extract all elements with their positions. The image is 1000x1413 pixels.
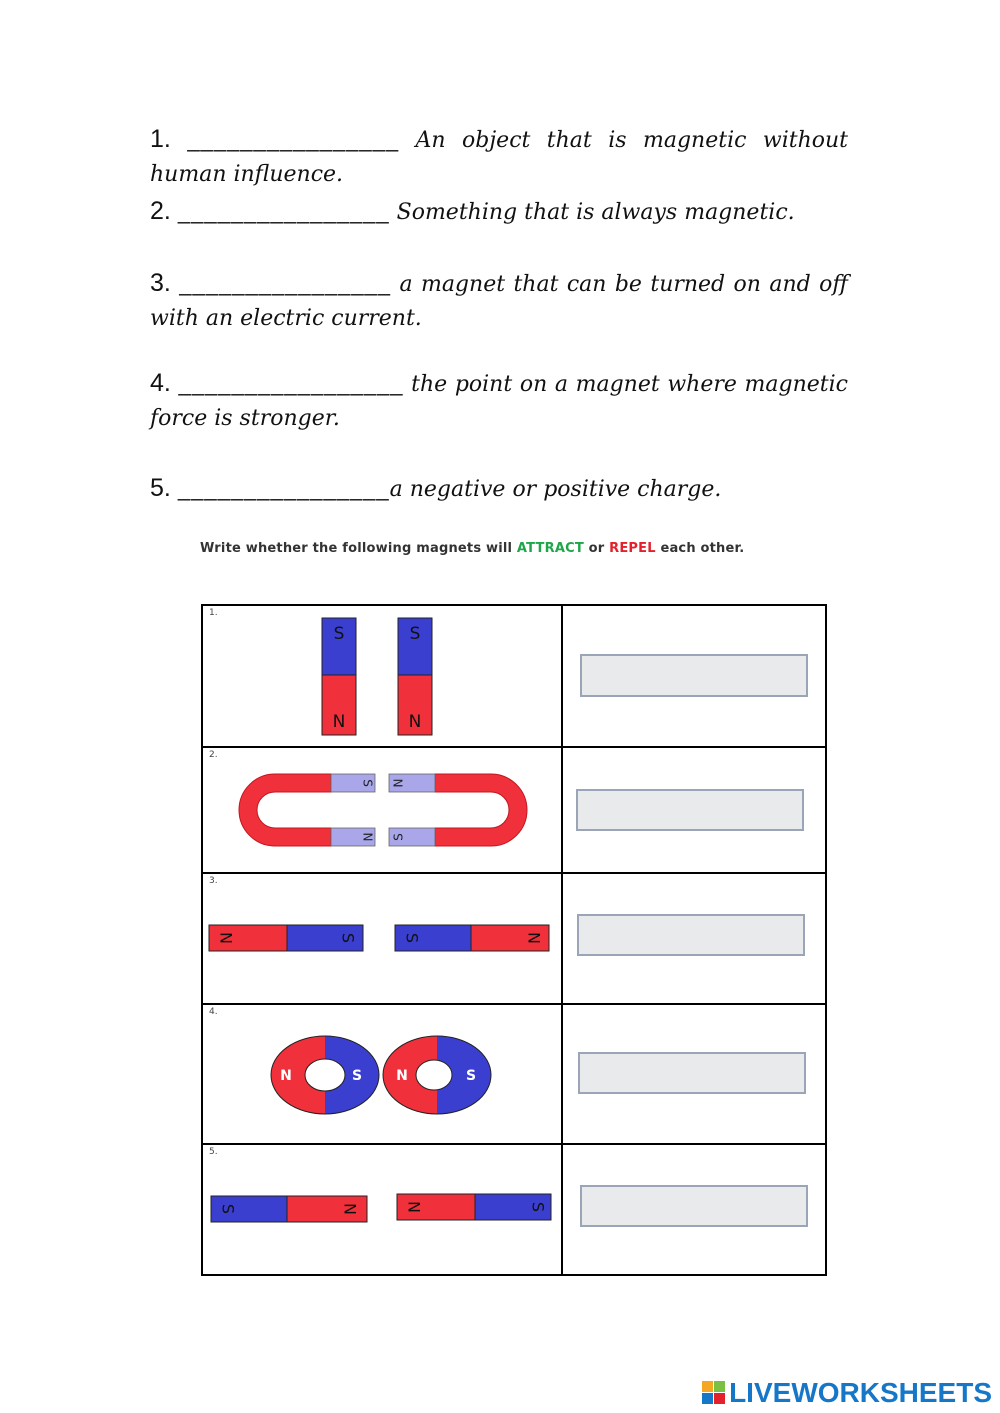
magnet-picture-cell [202,1144,562,1275]
table-row [202,605,826,747]
row-number: 2. [209,750,218,760]
pole-label-s: S [402,932,422,944]
horseshoe-magnet-left [239,774,375,846]
bar-magnet-right [397,1194,551,1220]
question-2 [150,194,848,230]
answer-input[interactable] [578,1052,806,1094]
bar-magnet-right [395,925,549,951]
pole-label-s: S [351,1068,363,1084]
question-number: 3. [150,269,171,297]
answer-input[interactable] [576,789,804,831]
question-text: An object that is magnetic without human influence. [150,128,849,187]
instruction-or: or [588,541,605,556]
horizontal-bar-magnets-2 [203,1145,561,1274]
question-4 [150,366,848,436]
pole-label-s: S [409,624,421,644]
pole-label-s: S [528,1201,548,1213]
instruction-text: Write whether the following magnets will [200,541,513,556]
bar-magnet-left [209,925,363,951]
bar-magnet-left [211,1196,367,1222]
pole-label-s: S [333,624,345,644]
bar-magnet-right [398,618,432,735]
pole-label-s: S [338,932,358,944]
pole-label-n: N [332,712,346,732]
horseshoe-magnets [203,748,561,872]
question-3 [150,266,848,336]
pole-label-s: S [218,1203,238,1215]
question-number: 4. [150,369,171,397]
answer-input[interactable] [580,654,808,697]
pole-label-n: N [360,832,375,842]
repel-word: REPEL [609,541,656,556]
ring-magnet-right [383,1036,491,1114]
question-text: the point on a magnet where magnetic force is stronger. [150,372,848,431]
pole-label-n: N [280,1068,292,1084]
table-row [202,747,826,873]
answer-cell [562,747,826,873]
magnet-table [201,604,827,1276]
magnet-picture-cell [202,747,562,873]
attract-word: ATTRACT [516,541,584,556]
pole-label-n: N [391,778,406,788]
answer-blank[interactable]: ________________ [179,271,392,296]
pole-label-s: S [360,779,375,787]
answer-blank[interactable]: _________________ [178,371,404,396]
question-text: Something that is always magnetic. [396,200,795,225]
pole-label-n: N [396,1068,408,1084]
question-text: a negative or positive charge. [389,477,722,502]
vertical-bar-magnets [203,606,561,746]
pole-label-n: N [524,932,544,944]
instruction-after: each other. [660,541,745,556]
row-number: 4. [209,1007,218,1017]
pole-label-n: N [340,1203,360,1215]
row-number: 1. [209,608,218,618]
answer-cell [562,873,826,1004]
liveworksheets-logo [701,1377,992,1409]
row-number: 5. [209,1147,218,1157]
pole-label-n: N [216,932,236,944]
question-1 [150,122,848,192]
pole-label-s: S [391,833,406,841]
answer-input[interactable] [577,914,805,956]
table-row [202,1004,826,1144]
horizontal-bar-magnets-1 [203,874,561,1003]
pole-label-n: N [404,1201,424,1213]
question-number: 2. [150,197,171,225]
bar-magnet-left [322,618,356,735]
answer-input[interactable] [580,1185,808,1227]
instruction [200,541,744,556]
magnet-picture-cell [202,873,562,1004]
question-number: 1. [150,125,171,153]
horseshoe-magnet-right [389,774,527,846]
question-text: a magnet that can be turned on and off with an electric current. [150,272,848,331]
brand-name: LIVEWORKSHEETS [729,1377,992,1408]
ring-magnets [203,1005,561,1143]
answer-blank[interactable]: ________________ [177,199,390,224]
question-5 [150,471,848,507]
table-row [202,1144,826,1275]
magnet-picture-cell [202,1004,562,1144]
answer-cell [562,1004,826,1144]
answer-blank[interactable]: ________________ [187,127,400,152]
question-number: 5. [150,474,171,502]
table-row [202,873,826,1004]
answer-cell [562,1144,826,1275]
magnet-picture-cell [202,605,562,747]
pole-label-s: S [465,1068,477,1084]
logo-icon [701,1380,727,1406]
pole-label-n: N [408,712,422,732]
ring-magnet-left [271,1036,379,1114]
answer-cell [562,605,826,747]
answer-blank[interactable]: ________________ [177,476,390,501]
row-number: 3. [209,876,218,886]
